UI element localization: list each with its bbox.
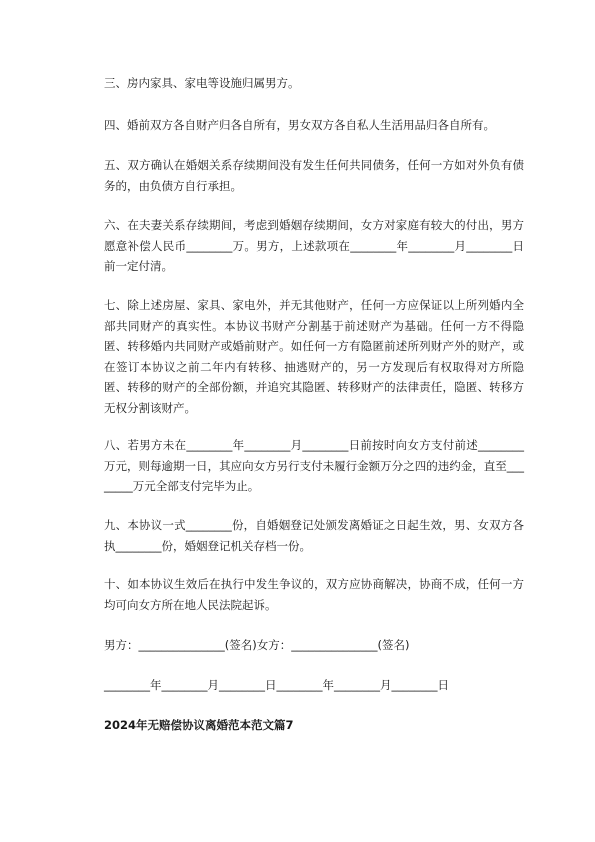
clause-9: 九、本协议一式________份，自婚姻登记处颁发离婚证之日起生效，男、女双方各执________份，婚姻登记机关存档一份。 xyxy=(104,518,524,553)
signature-line: 男方：_______________(签名)女方：_______________(签名) xyxy=(104,638,410,652)
clause-7: 七、除上述房屋、家具、家电外，并无其他财产，任何一方应保证以上所列婚内全部共同财产的真实性。本协议书财产分割基于前述财产为基础。任何一方不得隐匿、转移婚内共同财产或婚前财产。如任何一方有隐匿前述所列财产外的财产，或在签订本协议之前二年内有转移、抽逃财产的，另一方发现后有权取得对方所隐匿、转移的财产的全部份额，并追究其隐匿、转移财产的法律责任，隐匿、转移方无权分割该财产。 xyxy=(104,298,524,415)
clause-3: 三、房内家具、家电等设施归属男方。 xyxy=(104,76,300,90)
clause-4: 四、婚前双方各自财产归各自所有，男女双方各自私人生活用品归各自所有。 xyxy=(104,118,495,132)
date-line: ________年________月________日________年________月________日 xyxy=(104,678,449,692)
clause-10: 十、如本协议生效后在执行中发生争议的，双方应协商解决，协商不成，任何一方均可向女方所在地人民法院起诉。 xyxy=(104,577,524,612)
next-section-title: 2024年无赔偿协议离婚范本范文篇7 xyxy=(104,718,294,732)
clause-5: 五、双方确认在婚姻关系存续期间没有发生任何共同债务，任何一方如对外负有债务的，由负债方自行承担。 xyxy=(104,158,524,193)
clause-8: 八、若男方未在________年________月________日前按时向女方支付前述________万元，则每逾期一日，其应向女方另行支付未履行金额万分之四的违约金，直至________万元全部支付完毕为止。 xyxy=(104,438,524,493)
clause-6: 六、在夫妻关系存续期间，考虑到婚姻存续期间，女方对家庭有较大的付出，男方愿意补偿人民币________万。男方，上述款项在________年________月________日前一定付清。 xyxy=(104,218,524,273)
